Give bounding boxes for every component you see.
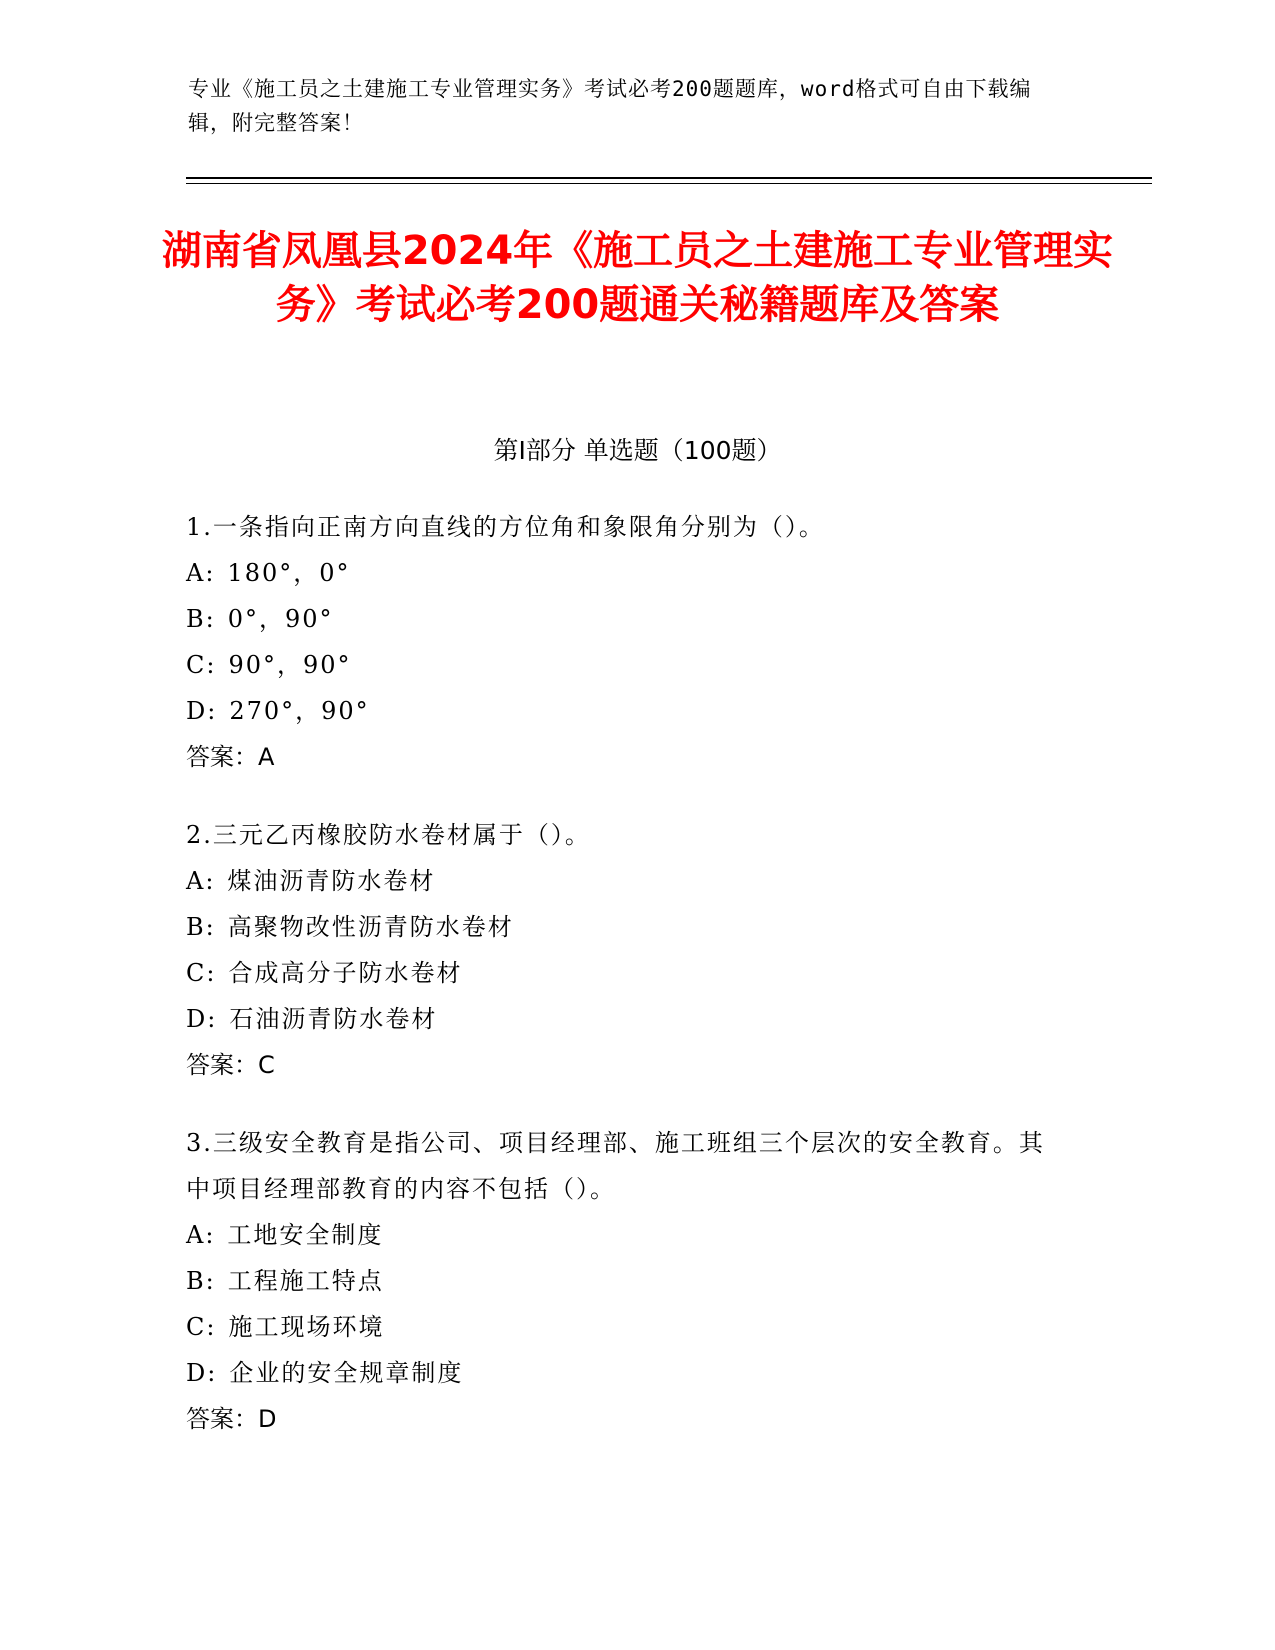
option-letter: B: (186, 1267, 216, 1295)
option-a (186, 1212, 1066, 1258)
answer-line: 答案：D (186, 1405, 277, 1433)
header-note: 专业《施工员之土建施工专业管理实务》考试必考200题题库，word格式可自由下载编辑，附完整答案！ (188, 77, 1032, 135)
option-c (186, 1304, 1066, 1350)
option-text: 180°，0° (227, 559, 351, 587)
option-text: 高聚物改性沥青防水卷材 (227, 913, 514, 941)
question-3 (186, 1120, 1066, 1442)
option-c (186, 950, 1066, 996)
option-text: 90°，90° (228, 651, 352, 679)
option-letter: A: (186, 867, 216, 895)
section-heading: 第Ⅰ部分 单选题（100题） (493, 436, 782, 465)
option-text: 工程施工特点 (227, 1267, 384, 1295)
option-d (186, 996, 1066, 1042)
question-stem: 3.三级安全教育是指公司、项目经理部、施工班组三个层次的安全教育。其中项目经理部教育的内容不包括（）。 (186, 1129, 1045, 1203)
document-title: 湖南省凤凰县2024年《施工员之土建施工专业管理实务》考试必考200题通关秘籍题库及答案 (161, 228, 1114, 328)
option-a (186, 550, 1066, 596)
option-text: 施工现场环境 (228, 1313, 385, 1341)
option-c (186, 642, 1066, 688)
option-text: 石油沥青防水卷材 (229, 1005, 438, 1033)
question-stem: 1.一条指向正南方向直线的方位角和象限角分别为（）。 (186, 513, 825, 541)
header-rule-thick (186, 177, 1152, 179)
question-1 (186, 504, 1066, 780)
option-b (186, 904, 1066, 950)
option-a (186, 858, 1066, 904)
option-text: 工地安全制度 (227, 1221, 384, 1249)
option-text: 270°，90° (229, 697, 370, 725)
option-letter: C: (186, 959, 217, 987)
option-text: 煤油沥青防水卷材 (227, 867, 436, 895)
header-rule-thin (186, 183, 1152, 184)
option-d (186, 688, 1066, 734)
option-text: 企业的安全规章制度 (229, 1359, 464, 1387)
option-text: 合成高分子防水卷材 (228, 959, 463, 987)
answer-line: 答案：C (186, 1051, 275, 1079)
answer-line: 答案：A (186, 743, 275, 771)
option-text: 0°，90° (227, 605, 334, 633)
option-d (186, 1350, 1066, 1396)
option-letter: D: (186, 1005, 218, 1033)
option-letter: C: (186, 651, 217, 679)
option-letter: D: (186, 697, 218, 725)
option-letter: D: (186, 1359, 218, 1387)
question-stem: 2.三元乙丙橡胶防水卷材属于（）。 (186, 821, 591, 849)
option-letter: B: (186, 605, 216, 633)
option-b (186, 596, 1066, 642)
option-b (186, 1258, 1066, 1304)
question-2 (186, 812, 1066, 1088)
option-letter: C: (186, 1313, 217, 1341)
option-letter: A: (186, 1221, 216, 1249)
option-letter: B: (186, 913, 216, 941)
option-letter: A: (186, 559, 216, 587)
